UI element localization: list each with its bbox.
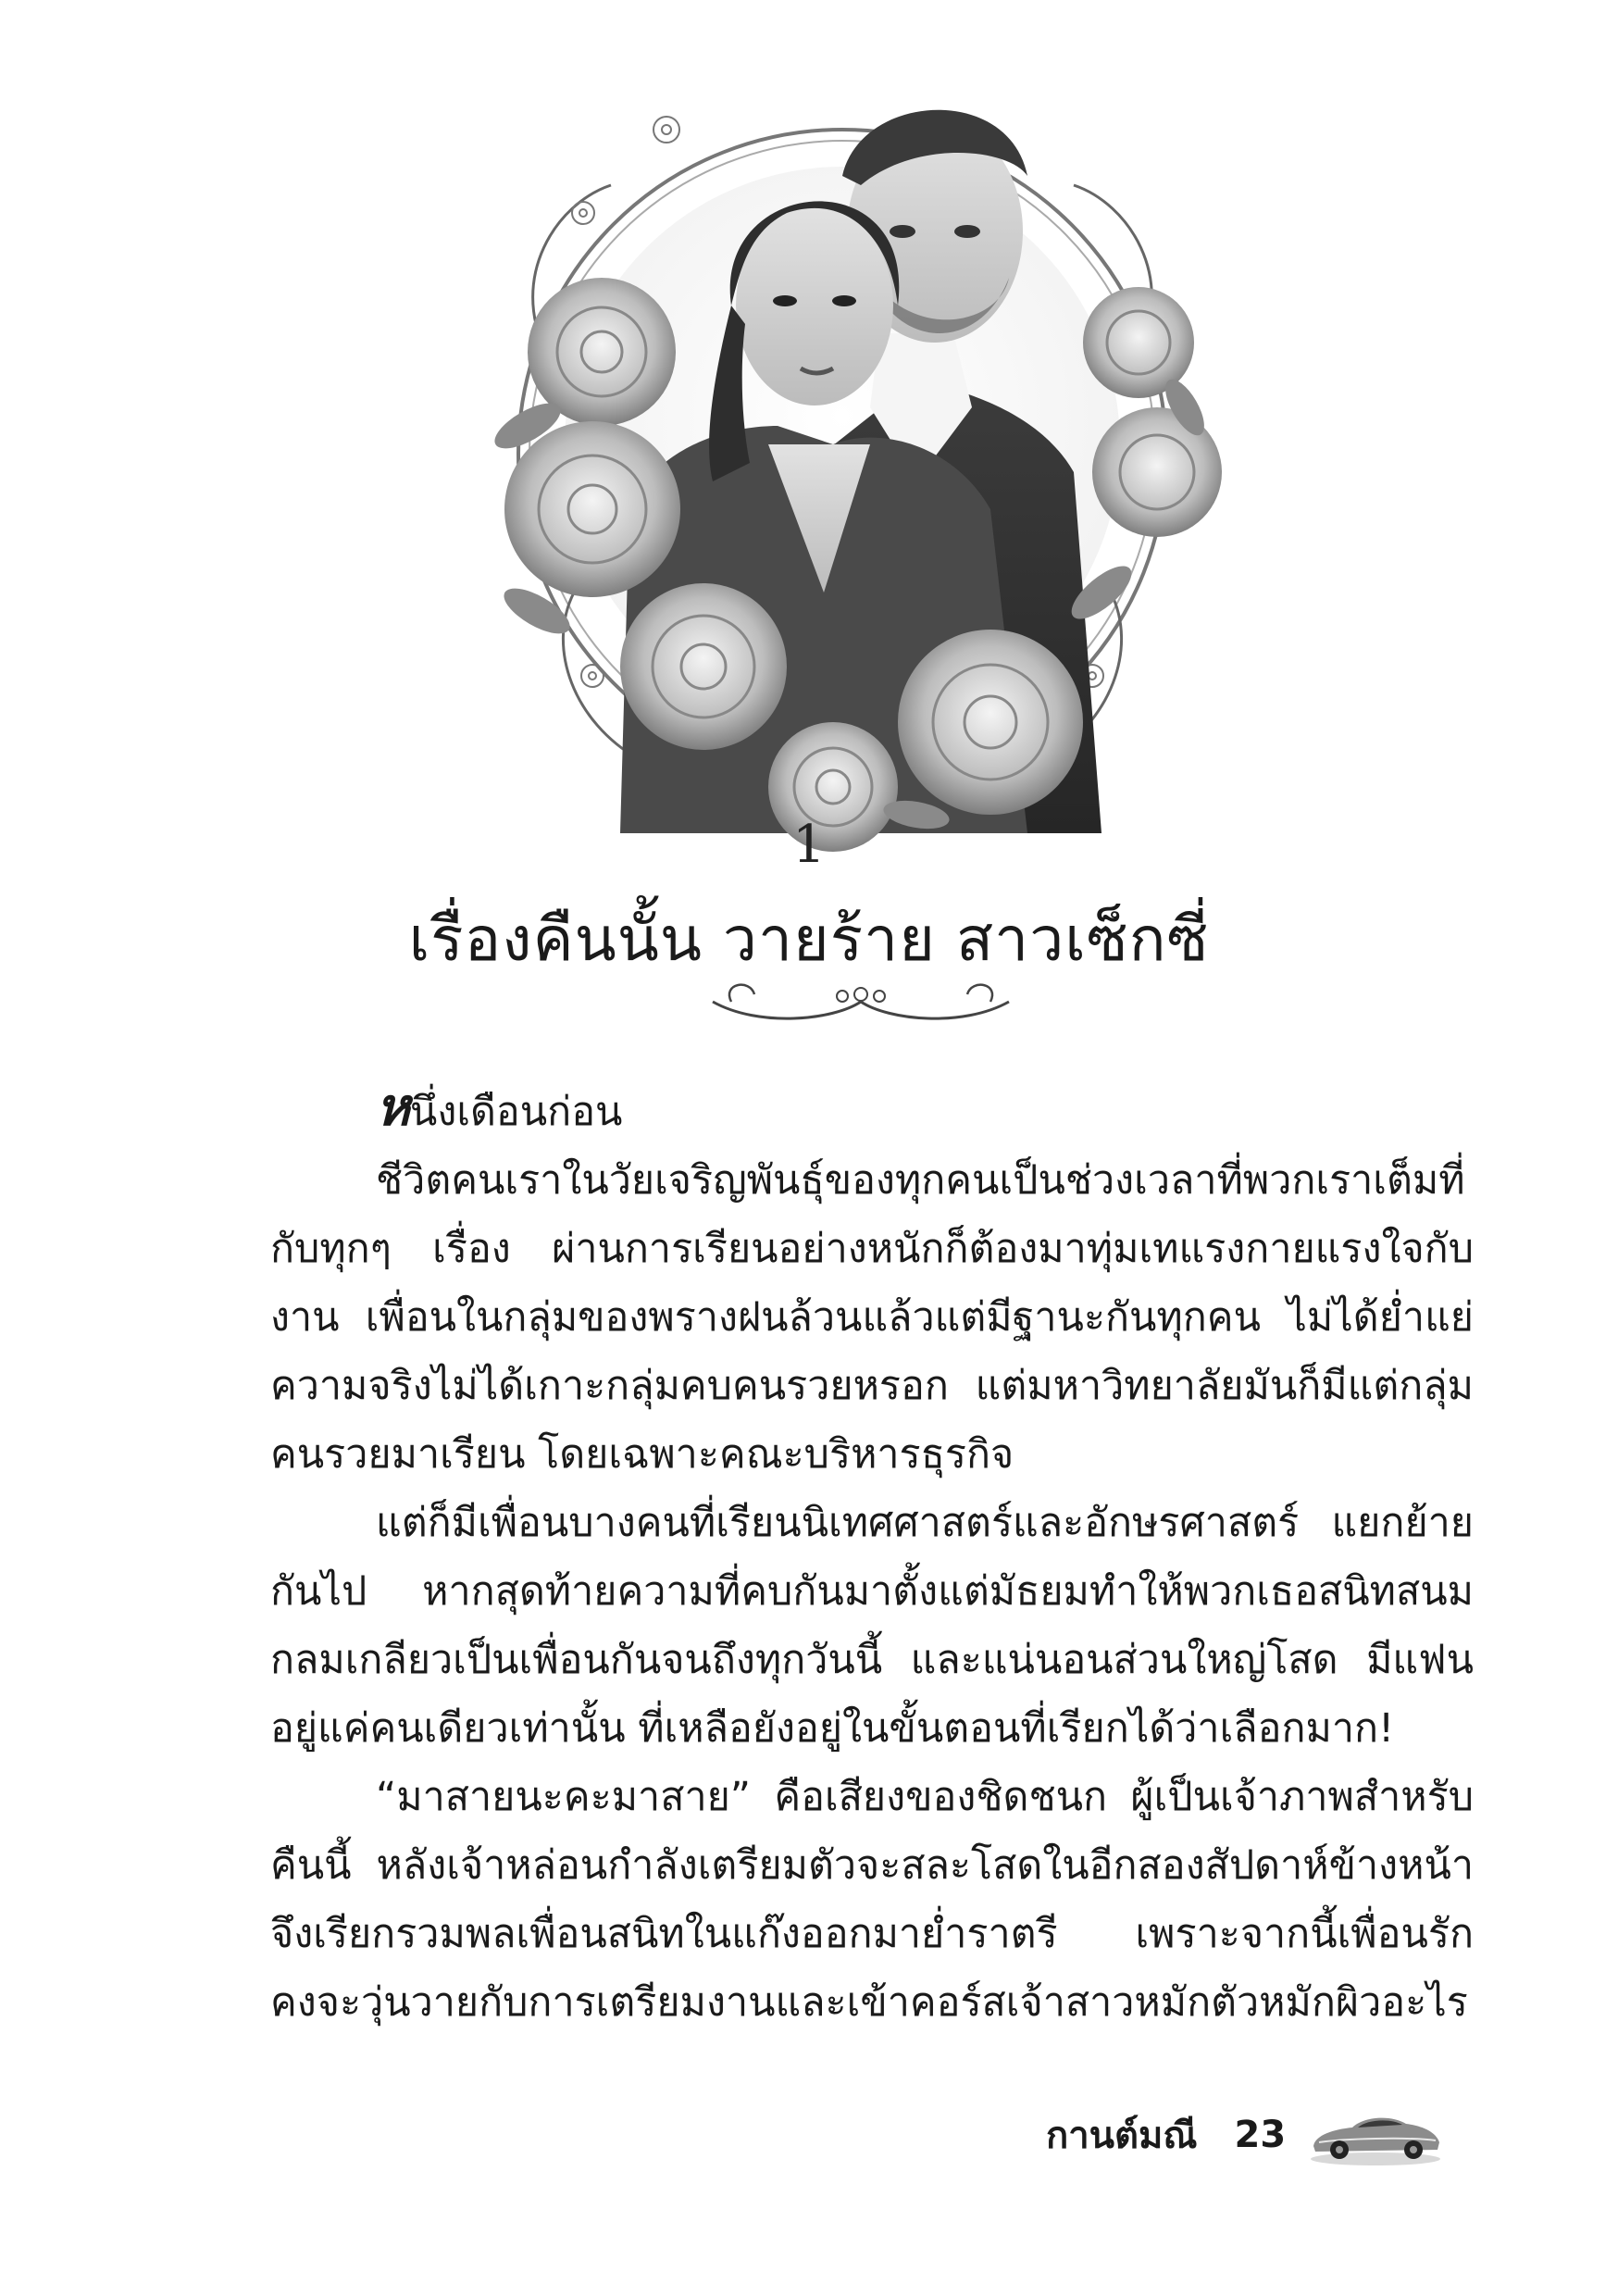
- page-footer: [1046, 2098, 1445, 2172]
- paragraph-1-text: นึ่งเดือนก่อน: [409, 1089, 623, 1135]
- dropcap-letter: ห: [376, 1078, 410, 1138]
- footer-author: กานต์มณี: [1046, 2115, 1198, 2157]
- chapter-illustration: [435, 74, 1250, 870]
- paragraph-1: [270, 1074, 1474, 1146]
- title-flourish-ornament: [703, 974, 1018, 1029]
- paragraph-2: ชีวิตคนเราในวัยเจริญพันธุ์ของทุกคนเป็นช่วงเวลาที่พวกเราเต็มที่กับทุกๆ เรื่อง ผ่านการเรียนอย่างหนักก็ต้องมาทุ่มเทแรงกายแรงใจกับงาน เพื่อนในกลุ่มของพรางฝนล้วนแล้วแต่มีฐานะกันทุกคน ไม่ได้ย่ำแย่ ความจริงไม่ได้เกาะกลุ่มคบคนรวยหรอก แต่มหาวิทยาลัยมันก็มีแต่กลุ่มคนรวยมาเรียน โดยเฉพาะคณะบริหารธุรกิจ: [270, 1157, 1474, 1478]
- chapter-number: 1: [792, 815, 826, 875]
- chapter-title: เรื่องคืนนั้น วายร้าย สาวเซ็กซี่: [408, 904, 1210, 975]
- paragraph-4: “มาสายนะคะมาสาย” คือเสียงของชิดชนก ผู้เป็นเจ้าภาพสำหรับคืนนี้ หลังเจ้าหล่อนกำลังเตรียมตัวจะสละโสดในอีกสองสัปดาห์ข้างหน้า จึงเรียกรวมพลเพื่อนสนิทในแก๊งออกมาย่ำราตรี เพราะจากนี้เพื่อนรักคงจะวุ่นวายกับการเตรียมงานและเข้าคอร์สเจ้าสาวหมักตัวหมักผิวอะไร: [270, 1774, 1474, 2026]
- body-text: [270, 1074, 1474, 2037]
- couple-portrait-wreath-image: [435, 74, 1250, 870]
- sports-car-icon: [1306, 2102, 1445, 2168]
- page-number: 23: [1234, 2114, 1287, 2156]
- paragraph-3: แต่ก็มีเพื่อนบางคนที่เรียนนิเทศศาสตร์และอักษรศาสตร์ แยกย้ายกันไป หากสุดท้ายความที่คบกันมาตั้งแต่มัธยมทำให้พวกเธอสนิทสนมกลมเกลียวเป็นเพื่อนกันจนถึงทุกวันนี้ และแน่นอนส่วนใหญ่โสด มีแฟนอยู่แค่คนเดียวเท่านั้น ที่เหลือยังอยู่ในขั้นตอนที่เรียกได้ว่าเลือกมาก!: [270, 1500, 1474, 1752]
